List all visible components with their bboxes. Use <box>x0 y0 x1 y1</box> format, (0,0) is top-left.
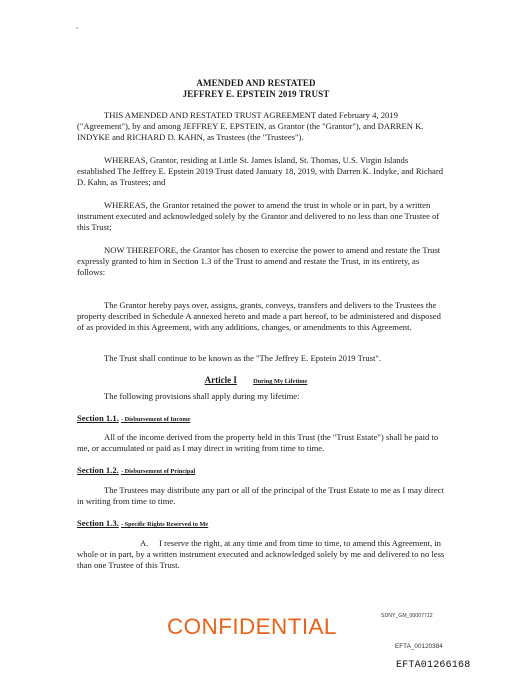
section-heading-1-1 <box>77 413 190 423</box>
article-subtitle: During My Lifetime <box>253 378 308 385</box>
section-number: Section 1.2. <box>77 465 119 475</box>
section-body-1-1: All of the income derived from the property held in this Trust (the "Trust Estate") shall be paid to me, or accumulated or paid as I may direct in writing from time to time. <box>77 432 439 453</box>
section-number: Section 1.3. <box>77 518 119 528</box>
section-title: - Disbursement of Principal <box>120 468 196 475</box>
bates-number-efta-small: EFTA_00120384 <box>395 643 443 650</box>
bates-number-sdny: SDNY_GM_00007712 <box>381 613 433 619</box>
section-number: Section 1.1. <box>77 413 119 423</box>
section-body-1-2: The Trustees may distribute any part or all of the principal of the Trust Estate to me as I may direct in writing from time to time. <box>77 485 444 506</box>
section-title: - Disbursement of Income <box>120 416 191 423</box>
section-heading-1-2 <box>77 465 195 475</box>
section-heading-1-3 <box>77 518 208 528</box>
whereas-paragraph-1: WHEREAS, Grantor, residing at Little St. James Island, St. Thomas, U.S. Virgin Islands established The Jeffrey E. Epstein 2019 Trust dated January 18, 2019, with Darren K. Indyke, and Richard D. Kahn, as Trustees; and <box>77 155 444 187</box>
trust-name-paragraph: The Trust shall continue to be known as the "The Jeffrey E. Epstein 2019 Trust". <box>104 353 382 363</box>
section-title: - Specific Rights Reserved to Me <box>120 521 209 528</box>
now-therefore-paragraph: NOW THEREFORE, the Grantor has chosen to exercise the power to amend and restate the Trust expressly granted to him in Section 1.3 of the Trust to amend and restate the Trust, in its entirety, as follows: <box>77 245 441 277</box>
grant-paragraph: The Grantor hereby pays over, assigns, grants, conveys, transfers and delivers to the Trustees the property described in Schedule A annexed hereto and made a part hereof, to be administered and disposed of as provided in this Agreement, with any additions, changes, or amendments to this Agreement. <box>77 300 441 332</box>
bates-number-efta-large: EFTA01266168 <box>396 660 471 671</box>
document-title-line2: JEFFREY E. EPSTEIN 2019 TRUST <box>182 89 330 99</box>
provisions-intro: The following provisions shall apply during my lifetime: <box>104 391 300 401</box>
whereas-paragraph-2: WHEREAS, the Grantor retained the power to amend the trust in whole or in part, by a written instrument executed and acknowledged solely by the Grantor and delivered to no less than one Trustee of this Trust; <box>77 200 440 232</box>
document-title-line1: AMENDED AND RESTATED <box>196 78 316 88</box>
section-body-1-3: A. I reserve the right, at any time and from time to time, to amend this Agreement, in whole or in part, by a written instrument executed and acknowledged solely by me and delivered to no less than one Trustee of this Trust. <box>77 538 447 570</box>
article-heading <box>0 375 512 385</box>
intro-paragraph: THIS AMENDED AND RESTATED TRUST AGREEMENT dated February 4, 2019 ("Agreement"), by and among JEFFREY E. EPSTEIN, as Grantor (the "Grantor"), and DARREN K. INDYKE and RICHARD D. KAHN, as Trustees (the "Trustees"). <box>77 110 424 142</box>
article-label: Article I <box>204 375 237 385</box>
confidential-stamp: CONFIDENTIAL <box>167 614 337 639</box>
scan-speck <box>76 27 78 29</box>
